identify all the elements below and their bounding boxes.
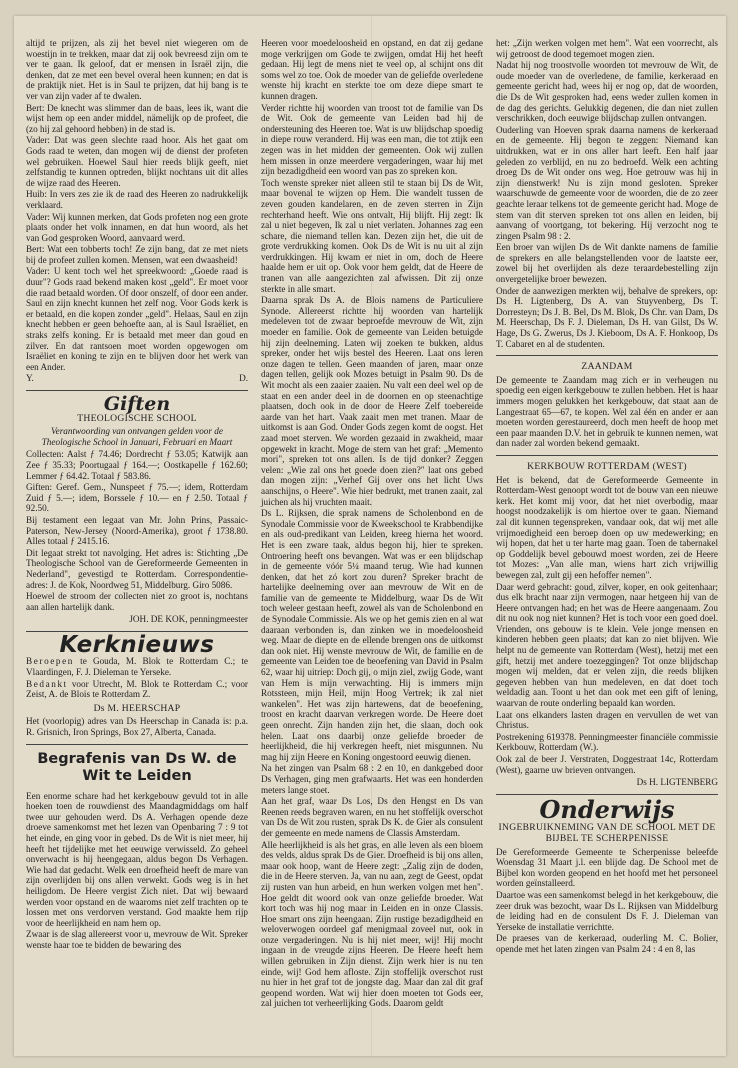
paragraph: Heeren voor moedeloosheid en opstand, en dat zij gedane moge verkrijgen om Gode te zwijgen, omdat Hij het heeft gedaan. Hij legt de mens niet te veel op, al schijnt ons dit soms wel zo toe. Ook de moeder van de geliefde overledene wenste hij kracht en sterkte toe om deze diepe smart te kunnen dragen. (261, 38, 483, 101)
paragraph: Bert: Wat een tobberts toch! Ze zijn bang, dat ze met niets bij de profeet zullen komen. Mensen, wat een dwaasheid! (26, 244, 248, 265)
column-1 (26, 38, 248, 952)
section-head: Ds M. HEERSCHAP (93, 702, 181, 714)
signature: Ds H. LIGTENBERG (636, 777, 718, 788)
paragraph: De Gereformeerde Gemeente te Scherpenisse beleefde Woensdag 31 Maart j.l. een blijde dag. De School met de Bijbel kon worden geopend en het hoofd met het personeel worden geïnstalleerd. (496, 846, 718, 889)
text: voor Utrecht, M. Blok te Rotterdam C.; voor Zeist, A. de Blois te Rotterdam Z. (26, 678, 248, 700)
paragraph: het: „Zijn werken volgen met hem". Wat een voorrecht, als wij getroost de dood tegemoet mogen zien. (496, 38, 718, 59)
section-head: THEOLOGISCHE SCHOOL (77, 412, 197, 424)
paragraph: Ds L. Rijksen, die sprak namens de Scholenbond en de Synodale Commissie voor de Kweekschool te Krabbendijke en als oud-predikant van Leiden, kreeg hierna het woord. Het is een zware taak, aldus begon hij, hier te spreken. Ontroering heeft ons bevangen. Wat was er een blijdschap in de gemeente vóór 5¼ maand terug. Wie had kunnen denken, dat het zó kort zou duren? Spreker bracht de hartelijke deelneming over aan mevrouw de Wit en de familie van de gemeente te Middelburg, waar Ds de Wit toch weleer gestaan heeft, zowel als van de Scholenbond en de Synodale Commissie. Als we op het gemis zien en al wat daaraan verbonden is, dan zinken we in moedeloosheid weg. Maar de diepte en de ellende brengen ons de uitkomst dan ook niet. Hij wenste mevrouw de Wit, de familie en de gemeente van Leiden toe de beoefening van David in Psalm 62, waar hij uitriep: Doch gij, o mijn ziel, zwijg Gode, want van Hem is mijn verwachting. Hij is immers mijn Rotssteen, mijn Heil, mijn Hoog Vertrek; ik zal niet wankelen". Het was zijn hartewens, dat de beoefening, troost en kracht daarvan verkregen worde. De Heere doet geen onrecht. Zijn handen zijn het, die slaan, doch ook helen. Laat ons daarbij onze geliefde broeder de heerlijkheid, die hij verkregen heeft, niet misgunnen. Nu mag hij zijn Heere en Koning ongestoord eeuwig dienen. (261, 508, 483, 762)
newspaper-page (14, 16, 726, 1056)
paragraph: Hoewel de stroom der collecten niet zo groot is, nochtans aan allen hartelijk dank. (26, 591, 248, 612)
column-3 (496, 38, 718, 956)
paragraph: Huib: In vers zes zie ik de raad des Heeren zo nadrukkelijk verklaard. (26, 189, 248, 210)
paragraph: Verder richtte hij woorden van troost tot de familie van Ds de Wit. Ook de gemeente van Leiden bad hij de ondersteuning des Heeren toe. Wat is uw blijdschap spoedig in diepe rouw veranderd. Hij was een man, die tot ztijk een zegen was in het midden der gemeenten. Ook wij zullen hem missen in onze meerdere vergaderingen, waar hij met zijn bezadigdheid een woord van pas zo spreken kon. (261, 102, 483, 177)
paragraph: Giften: Geref. Gem., Nunspeet ƒ 75.—; idem, Rotterdam Zuid ƒ 5.—; idem, Borssele ƒ 10.— en ƒ 2.50. Totaal ƒ 92.50. (26, 482, 248, 514)
paragraph (26, 656, 248, 677)
paragraph: Toch wenste spreker niet alleen stil te staan bij Ds de Wit, maar bovenal te wijzen op Hem. Die wandelt tussen de zeven gouden kandelaren, en de zeven sterren in Zijn rechterhand heeft. Wie ons ontvalt, Hij blijft. Hij zegt: Ik zal u niet begeven, Ik zal u niet verlaten. Johannes zag een schare, die niemand tellen kan. Dezen zijn het, die uit de grote verdrukking komen. Ook Ds de Wit is nu uit al zijn verdrukkingen. Hij kwam er niet in om, doch de Heere haalde hem er uit op. Ook voor hem geldt, dat de Heere de tranen van alle aangezichten zal afwissen. Dit zij onze sterkte in alle smart. (261, 177, 483, 294)
paragraph: Vader: Wij kunnen merken, dat Gods profeten nog een grote plaats onder het volk innamen, en dat hun woord, als het van God gesproken Woord, aanvaard werd. (26, 211, 248, 243)
signature-row (26, 373, 248, 384)
paragraph: De praeses van de kerkeraad, ouderling M. C. Bolier, opende met het laten zingen van Psalm 24 : 4 en 8, las (496, 933, 718, 954)
paragraph: Een broer van wijlen Ds de Wit dankte namens de familie de sprekers en alle belangstellenden voor de laatste eer, zowel bij het overlijden als deze teraardebestelling zijn onvergetelijke broer bewezen. (496, 242, 718, 285)
paragraph: Het is bekend, dat de Gereformeerde Gemeente in Rotterdam-West genoopt wordt tot de bouw van een nieuwe kerk. Het komt mij voor, dat het niet overbodig, maar hoogst noodzakelijk is om hiertoe over te gaan. Niemand zal dit kunnen tegenspreken, vandaar ook, dat wij met alle vrijmoedigheid een beroep doen op uw medewerking; en wij hopen, dat het u ter harte mag gaan. Toen de tabernakel op Goddelijk bevel gebouwd moest worden, zei de Heere tot Mozes: „Van alle man, wiens hart zich vrijwillig bewegen zal, zult gij een hefoffer nemen". (496, 474, 718, 580)
paragraph: Postrekening 619378. Penningmeester financiële commissie Kerkbouw, Rotterdam (W.). (496, 731, 718, 753)
paragraph: Daar werd gebracht: goud, zilver, koper, en ook geitenhaar; dus elk bracht naar zijn vermogen, naar hetgeen hij van de Heere ontvangen had; en het was de Heere aangenaam. Zou dit nu ook nog niet kunnen? Het is toch voor een goed doel. Vrienden, ons gebouw is te klein. Vele jonge mensen en kinderen hebben geen plaats; dat kan zo niet blijven. Wie helpt nu de gemeente van Rotterdam (West), hetzij met een gift, hetzij met andere toezeggingen? Tot onze blijdschap mogen wij melden, dat er velen zijn, die reeds blijken gegeven hebben van hun medeleven, en dat doet toch weldadig aan. Toont u het dan ook met een gift of lening, waarvan de route onderling bepaald kan worden. (496, 581, 718, 709)
paragraph: Aan het graf, waar Ds Los, Ds den Hengst en Ds van Reenen reeds begraven waren, en nu het stoffelijk overschot van Ds de Wit zou rusten, sprak Ds K. de Gier als consulent der gemeente en mede namens de Classis Amsterdam. (261, 796, 483, 838)
paragraph: Een enorme schare had het kerkgebouw gevuld tot in alle hoeken toen de rouwdienst des Maandagmiddags om half twee uur gehouden werd. Ds A. Verhagen opende deze droeve samenkomst met het lezen van Openbaring 7 : 9 tot het einde, en ging voor in gebed. Ds de Wit is niet meer, hij heeft het tijdelijke met het eeuwige verwisseld. Zo geheel onverwacht is hij heengegaan, aldus begon Ds Verhagen. Wie had dat gedacht. Welk een droefheid heeft de mare van zijn overlijden bij ons allen verwekt. Gods weg is in het heiligdom. De Heere vergist Zich niet. Dat wij bewaard werden voor opstand en de waaroms niet zelf trachten op te lossen met ons verdorven verstand. God maakte hem rijp voor de heerlijkheid en nam hem op. (26, 790, 248, 928)
onderwijs-heading: Onderwijs (539, 794, 675, 824)
paragraph: Nadat hij nog troostvolle woorden tot mevrouw de Wit, de oude moeder van de overledene, de familie, kerkeraad en gemeente gericht had, wees hij er nog op, dat de woorden, die Ds de Wit gesproken had, eens weder zullen komen in de dag des gerichts. Gelukkig degenen, die dan niet zullen verschrikken, doch eeuwige blijdschap zullen ontvangen. (496, 60, 718, 124)
divider (496, 355, 718, 356)
paragraph: Zwaar is de slag allereerst voor u, mevrouw de Wit. Spreker wenste haar toe te bidden de bewaring des (26, 929, 248, 950)
section-subtitle: Verantwoording van ontvangen gelden voor de Theologische School in Januari, Februari en Maart (41, 426, 233, 447)
divider (26, 744, 248, 745)
signature: JOH. DE KOK, penningmeester (129, 614, 248, 625)
paragraph: Collecten: Aalst ƒ 74.46; Dordrecht ƒ 53.05; Katwijk aan Zee ƒ 35.33; Poortugaal ƒ 164.—; Oostkapelle ƒ 162.60; Lemmer ƒ 64.42. Totaal ƒ 583.86. (26, 449, 248, 481)
paragraph (26, 679, 248, 700)
divider (496, 455, 718, 456)
paragraph: Het (voorlopig) adres van Ds Heerschap in Canada is: p.a. R. Grisnich, Iron Springs, Box 27, Alberta, Canada. (26, 716, 248, 738)
section-head: ZAANDAM (581, 361, 633, 373)
paragraph: Bij testament een legaat van Mr. John Prins, Passaic-Paterson, New-Jersey (Noord-Amerika), groot ƒ 1738.80. Alles totaal ƒ 2415.16. (26, 514, 248, 547)
signature-left: Y. (26, 373, 34, 384)
giften-heading: Giften (103, 393, 171, 415)
paragraph: altijd te prijzen, als zij het bevel niet wiegeren om de woestijn in te trekken, maar dat zij ook bevreesd zijn om te ver te gaan. Ik geloof, dat er mensen in Israël zijn, die denken, dat ze met een bevel overal heen kunnen; en dat is de praktijk niet. Het is in Saul te prijzen, dat hij bang is te ver van zijn vader af te dwalen. (26, 38, 248, 101)
paragraph: Ook zal de beer J. Verstraten, Doggestraat 14c, Rotterdam (West), gaarne uw brieven ontvangen. (496, 754, 718, 775)
text: te Gouda, M. Blok te Rotterdam C.; te Vlaardingen, F. J. Dieleman te Yerseke. (26, 656, 248, 678)
begrafenis-heading: Begrafenis van Ds W. de Wit te Leiden (37, 750, 237, 784)
kerknieuws-heading: Kerknieuws (59, 631, 215, 658)
paragraph: Bert: De knecht was slimmer dan de baas, lees ik, want die wijst hem op een ander middel, nämelijk op de profeet, die (zo hij zal gehoord hebben) in de stad is. (26, 102, 248, 134)
divider (26, 390, 248, 391)
column-2 (261, 38, 483, 1010)
paragraph: Vader: U kent toch wel het spreekwoord: „Goede raad is duur"? Gods raad bekend maken kost „geld". Er moet voor die raad betaald worden. Of door onszelf, of door een ander. Saul en zijn knecht kunnen het zelf nog. Voor Gods kerk is er betaald, en die kopen zonder „geld". Helaas, Saul en zijn knecht hebben er geen behoefte aan, al is Saul Israëliet, en straks zelfs koning. Er is betaald met meer dan goud en zilver. En dat rantsoen moet worden opgewogen om Israëliet en koning te zijn en te blijven door het werk van een Ander. (26, 266, 248, 372)
paragraph: De gemeente te Zaandam mag zich er in verheugen nu spoedig een eigen kerkgebouw te zullen hebben. Het is haar immers mogen gelukken het kerkgebouw, dat staat aan de Langestraat 65—67, te kopen. Wel zal één en ander er aan moeten worden gerestaureerd, doch men heeft de hoop met een paar maanden D.V. het in gebruik te kunnen nemen, wat dan nader zal worden bekend gemaakt. (496, 374, 718, 449)
section-head: KERKBOUW ROTTERDAM (WEST) (527, 460, 687, 472)
signature-right: D. (239, 373, 248, 384)
paragraph: Daartoe was een samenkomst belegd in het kerkgebouw, die zeer druk was bezocht, waar Ds L. Rijksen van Middelburg de leiding had en de consulent Ds F. J. Dieleman van Yerseke de installatie verrichtte. (496, 889, 718, 932)
paragraph: Laat ons elkanders lasten dragen en vervullen de wet van Christus. (496, 709, 718, 731)
label-bedankt: Bedankt (26, 678, 68, 689)
paragraph: Onder de aanwezigen merkten wij, behalve de sprekers, op: Ds H. Ligtenberg, Ds A. van Stuyvenberg, Ds T. Dorresteyn; Ds J. B. Bel, Ds M. Blok, Ds Chr. van Dam, Ds M. Heerschap, Ds F. J. Dieleman, Ds H. van Gilst, Ds W. Hage, Ds G. Zwerus, Ds J. Kieboom, Ds A. F. Honkoop, Ds T. Cabaret en al de studenten. (496, 285, 718, 349)
paragraph: Daarna sprak Ds A. de Blois namens de Particuliere Synode. Allereerst richtte hij woorden van hartelijk medeleven tot de zwaar beproefde mevrouw de Wit, zijn moeder en familie. Ook de gemeente van Leiden betuigde hij zijn deelneming. Laten wij zoeken te bukken, aldus spreker, onder het wijs bestel des Heeren. Laat ons leren onze dagen te tellen. Geen maanden of jaren, maar onze dagen tellen, gelijk ook Mozes betuigt in Psalm 90. Ds de Wit mocht als een zaaier zaaien. Nu valt een deel wel op de staat en een ander deel in de doornen en op steenachtige plaatsen, doch ook in de door de Heere Zelf toebereide aarde van het hart. Vaak zaait men met tranen. Maar de uitkomst is aan God. Onder Gods zegen komt de oogst. Het zaad moet sterven. We worden gezaaid in zwakheid, maar opgewekt in kracht. Moge de stem van het graf: „Memento mori", spreken tot ons allen. Is de tijd donker? Zeggen velen: „Wie zal ons het goede doen zien?" laat ons gebed dan mogen zijn: „Verhef Gij over ons het licht Uws aanschijns, o Heere". Wie hier bedrukt, met tranen zaait, zal juichen als hij vruchten maait. (261, 295, 483, 507)
paragraph: Vader: Dat was geen slechte raad hoor. Als het gaat om Gods raad te weten, dan mogen wij de dienst der profeten wel gebruiken. Hoewel Saul hier reeds blijk geeft, niet zelfstandig te kunnen optreden, blijkt nochtans uit dit alles de wijze raad des Heeren. (26, 135, 248, 188)
paragraph: Ouderling van Hoeven sprak daarna namens de kerkeraad en de gemeente. Hij begon te zeggen: Niemand kan uitdrukken, wat er in ons aller hart leeft. Een half jaar geleden zo verblijd, en nu zo bedroefd. Welk een achting droeg Ds de Wit onder ons weg. Hoe getrouw was hij in zijn dienstwerk! Nu is zijn mond gesloten. Spreker waarschuwde de gemeente voor de woorden, die de zo zeer geachte leraar telkens tot de gemeente gericht had. Moge de stem van dit sterven spreken tot ons allen en leiden, bij aanvang of voortgang, tot bekering. Hij verzocht nog te zingen Psalm 98 : 2. (496, 124, 718, 241)
label-beroepen: Beroepen (26, 656, 75, 667)
paragraph: Alle heerlijkheid is als het gras, en alle leven als een bloem des velds, aldus sprak Ds de Gier. Droefheid is bij ons allen, maar ook hoop, want de Heere zegt: „Zalig zijn de doden, die in de Heere sterven. Ja, van nu aan, zegt de Geest, opdat zij rusten van hun arbeid, en hun werken volgen met hen". Hoe geldt dit woord ook van onze geliefde broeder. Wat kort toch was hij nog maar in Leiden en in onze Classis. Hoe smart ons zijn heengaan. Zijn rustige bezadigdheid en weloverwogen oordeel gaf menigmaal zoveel nut, ook in onze vergaderingen. Nu is hij niet meer, wij! Hij mocht ingaan in de vreugde zijns Heeren. De Heere heeft hem willen gebruiken in Zijn dienst. Zijn werk hier is nu ten einde, wij! God hem afloste. Zijn stoffelijk overschot rust nu hier in het graf tot de jongste dag. Maar dan zal dit graf geopend worden. Wat wij hier doen moeten tot Gods eer, zal juichen tot verheerlijking Gods. Daarom geldt (261, 839, 483, 1009)
section-head: INGEBRUIKNEMING VAN DE SCHOOL MET DE BIJBEL TE SCHERPENISSE (498, 822, 716, 844)
paragraph: Dit legaat strekt tot navolging. Het adres is: Stichting „De Theologische School van de Gereformeerde Gemeenten in Nederland", gevestigd te Rotterdam. Correspondentie-adres: J. de Kok, Noordweg 51, Middelburg. Giro 5086. (26, 547, 248, 590)
paragraph: Na het zingen van Psalm 68 : 2 en 10, en dankgebed door Ds Verhagen, ging men grafwaarts. Het was een honderden meters lange stoet. (261, 763, 483, 795)
